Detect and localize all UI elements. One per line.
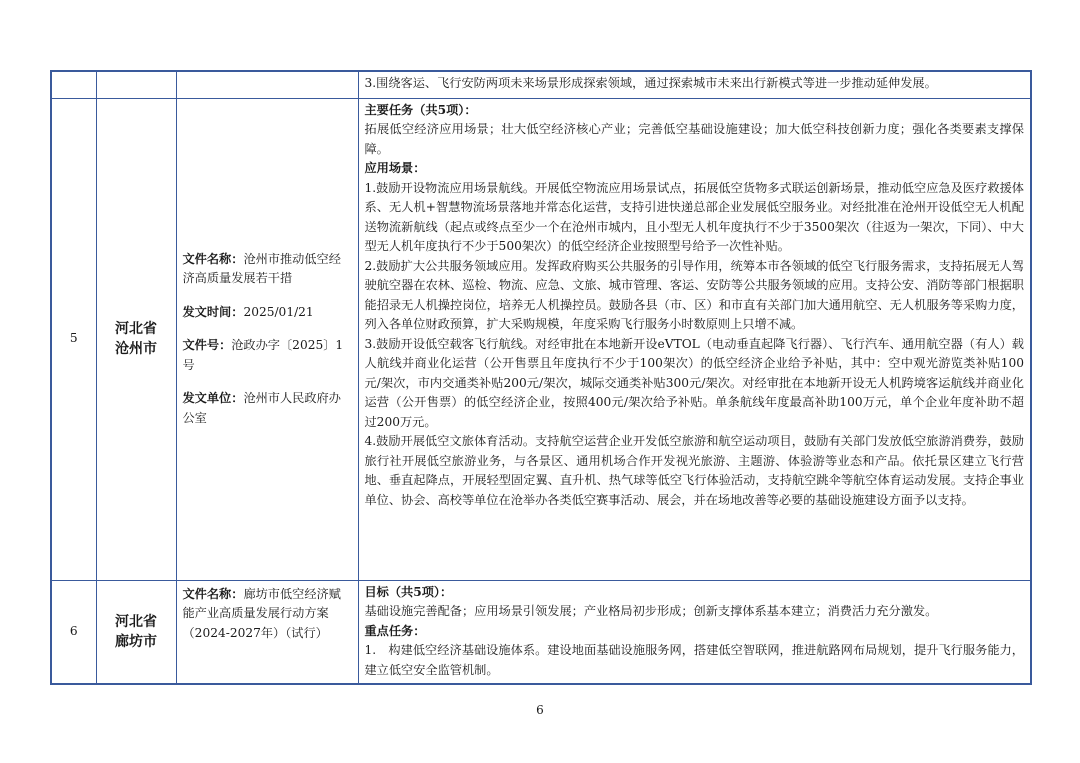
issuer-label: 发文单位 xyxy=(182,391,232,406)
content-cell xyxy=(358,98,1031,580)
row-index-cell: 5 xyxy=(51,98,96,580)
content-paragraph: 3.围绕客运、飞行安防两项未来场景形成探索领域，通过探索城市未来出行新模式等进一步推动延伸发展。 xyxy=(364,76,937,90)
goals-text: 基础设施完善配备；应用场景引领发展；产业格局初步形成；创新支撑体系基本建立；消费活力充分激发。 xyxy=(364,604,938,618)
content-cell xyxy=(358,71,1031,98)
date-label: 发文时间 xyxy=(182,304,232,319)
date-block: 发文时间：2025/01/21 xyxy=(182,304,314,319)
file-name-label: 文件名称 xyxy=(182,251,232,266)
issuer-value: 沧州市人民政府办公室 xyxy=(182,391,341,425)
tasks-text: 拓展低空经济应用场景；壮大低空经济核心产业；完善低空基础设施建设；加大低空科技创新力度；强化各类要素支撑保障。 xyxy=(364,122,1024,156)
meta-cell-empty xyxy=(176,71,358,98)
province-cell xyxy=(96,98,176,580)
date-value: 2025/01/21 xyxy=(243,304,314,319)
table-row-langfang xyxy=(51,580,1031,684)
scene-paragraph: 4.鼓励开展低空文旅体育活动。支持航空运营企业开发低空旅游和航空运动项目，鼓励有关部门发放低空旅游消费券，鼓励旅行社开展低空旅游业务，与各景区、通用机场合作开发视光旅游、主题游、体验游等业态和产品。依托景区建立飞行营地、垂直起降点，开展轻型固定翼、直升机、热气球等低空飞行体验活动，支持航空跳伞等航空体育运动发展。支持企事业单位、协会、高校等单位在沧举办各类低空赛事活动、展会，并在场地改善等必要的基础设施建设方面予以支持。 xyxy=(364,434,1024,507)
scene-paragraph: 3.鼓励开设低空载客飞行航线。对经审批在本地新开设eVTOL（电动垂直起降飞行器）、飞行汽车、通用航空器（有人）载人航线并商业化运营（公开售票且年度执行不少于100架次）的低空经济企业给予补贴，其中：空中观光游览类补贴100元/架次，市内交通类补贴200元/架次，城际交通类补贴300元/架次。对经审批在本地新开设无人机跨境客运航线并商业化运营（公开售票）的低空经济企业，按照400元/架次给予补贴。单条航线年度最高补助100万元，单个企业年度补助不超过200万元。 xyxy=(364,336,1024,429)
province-cell xyxy=(96,71,176,98)
table-row-cangzhou xyxy=(51,98,1031,580)
file-name-value: 廊坊市低空经济赋能产业高质量发展行动方案（2024-2027年）（试行） xyxy=(182,586,341,640)
issuer-block: 发文单位：沧州市人民政府办公室 xyxy=(182,391,341,425)
scene-paragraph: 2.鼓励扩大公共服务领域应用。发挥政府购买公共服务的引导作用，统筹本市各领域的低空飞行服务需求，支持拓展无人驾驶航空器在农林、巡检、物流、应急、文旅、城市管理、客运、安防等公共服务领域的应用。支持公安、消防等部门根据职能招录无人机操控岗位，培养无人机操控员。鼓励各县（市、区）和市直有关部门加大通用航空、无人机服务等采购力度，列入各单位财政预算，扩大采购规模，年度采购飞行服务小时数原则上只增不减。 xyxy=(364,258,1024,331)
file-name-value: 沧州市推动低空经济高质量发展若干措 xyxy=(182,251,341,286)
meta-cell xyxy=(176,98,358,580)
row-index-cell xyxy=(51,71,96,98)
key-tasks-heading: 重点任务： xyxy=(364,623,426,638)
goals-heading: 目标（共5项）： xyxy=(364,584,453,599)
scene-paragraph: 1.鼓励开设物流应用场景航线。开展低空物流应用场景试点，拓展低空货物多式联运创新场景，推动低空应急及医疗救援体系、无人机+智慧物流场景落地并常态化运营，支持引进快递总部企业发展低空服务业。对经批准在沧州开设低空无人机配送物流新航线（起点或终点至少一个在沧州市城内，且小型无人机年度执行不少于3500架次（往返为一架次，下同）、中大型无人机年度执行不少于500架次）的低空经济企业按照型号给予一次性补贴。 xyxy=(364,180,1024,253)
doc-no-label: 文件号 xyxy=(182,338,220,353)
content-cell xyxy=(358,580,1031,684)
key-task-item: 1. 构建低空经济基础设施体系。建设地面基础设施服务网，搭建低空智联网，推进航路网布局规划，提升飞行服务能力，建立低空安全监管机制。 xyxy=(364,643,1024,677)
meta-cell: 文件名称：廊坊市低空经济赋能产业高质量发展行动方案（2024-2027年）（试行） xyxy=(176,580,358,684)
policy-table xyxy=(50,70,1032,685)
province-name: 河北省 沧州市 xyxy=(115,321,157,357)
doc-no-block: 文件号：沧政办字〔2025〕1号 xyxy=(182,338,344,372)
row-index-cell: 6 xyxy=(51,580,96,684)
page-number: 6 xyxy=(536,703,544,717)
file-name-label: 文件名称 xyxy=(182,586,232,601)
scenes-heading: 应用场景： xyxy=(364,161,426,175)
province-name: 河北省 廊坊市 xyxy=(115,613,157,650)
doc-no-value: 沧政办字〔2025〕1号 xyxy=(182,338,344,372)
table-row-continued xyxy=(51,71,1031,98)
province-cell xyxy=(96,580,176,684)
tasks-heading: 主要任务（共5项）： xyxy=(364,102,477,117)
file-name-block: 文件名称：沧州市推动低空经济高质量发展若干措 xyxy=(182,251,341,286)
